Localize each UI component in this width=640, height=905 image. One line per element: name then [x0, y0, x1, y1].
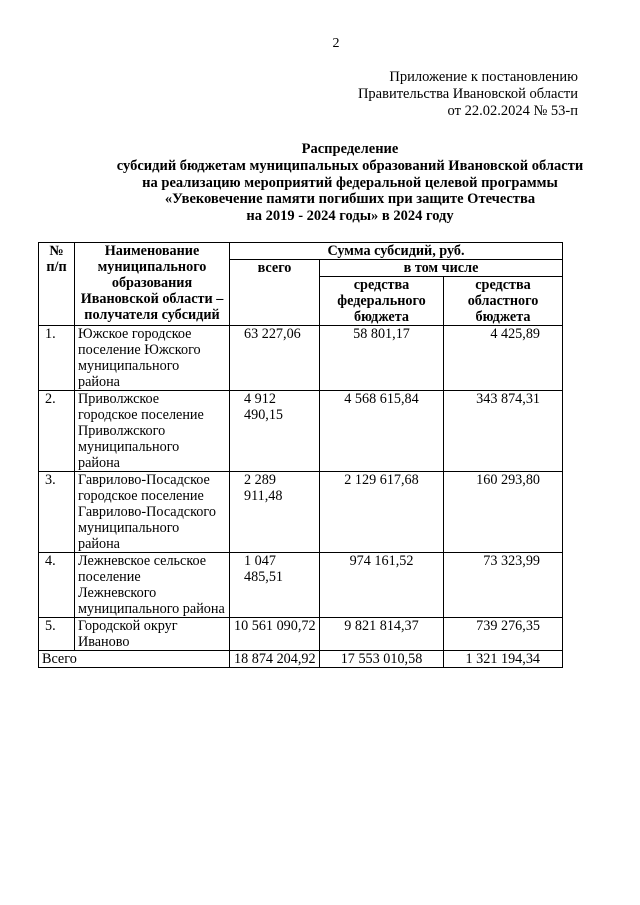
row-federal: 4 568 615,84 — [320, 391, 444, 472]
appendix-header — [358, 69, 578, 120]
summary-federal: 17 553 010,58 — [320, 651, 444, 668]
row-name: Городской округ Иваново — [75, 618, 230, 651]
row-name: Гаврилово-Посадское городское поселение Гаврилово-Посадского муниципального района — [75, 472, 230, 553]
row-total: 4 912 490,15 — [230, 391, 320, 472]
document-title — [40, 141, 640, 225]
row-name: Южское городское поселение Южского муниципального района — [75, 326, 230, 391]
row-regional: 343 874,31 — [444, 391, 563, 472]
title-line: на 2019 - 2024 годы» в 2024 году — [246, 208, 454, 225]
row-num: 3. — [39, 472, 75, 553]
row-num: 1. — [39, 326, 75, 391]
row-federal: 2 129 617,68 — [320, 472, 444, 553]
row-total: 10 561 090,72 — [230, 618, 320, 651]
title-line: «Увековечение памяти погибших при защите Отечества — [164, 191, 536, 208]
row-regional: 4 425,89 — [444, 326, 563, 391]
header-regional: средства областного бюджета — [444, 277, 563, 326]
row-name: Лежневское сельское поселение Лежневского муниципального района — [75, 553, 230, 618]
appendix-line: от 22.02.2024 № 53-п — [447, 103, 578, 119]
header-name: Наименование муниципального образования Ивановской области – получателя субсидий — [75, 243, 230, 326]
header-total: всего — [230, 260, 320, 326]
summary-label: Всего — [39, 651, 230, 668]
row-total: 1 047 485,51 — [230, 553, 320, 618]
row-name: Приволжское городское поселение Приволжского муниципального района — [75, 391, 230, 472]
summary-regional: 1 321 194,34 — [444, 651, 563, 668]
row-num: 5. — [39, 618, 75, 651]
row-num: 2. — [39, 391, 75, 472]
row-federal: 58 801,17 — [320, 326, 444, 391]
header-federal: средства федерального бюджета — [320, 277, 444, 326]
appendix-line: Правительства Ивановской области — [357, 86, 578, 102]
row-federal: 9 821 814,37 — [320, 618, 444, 651]
header-row — [39, 243, 563, 260]
summary-row — [39, 651, 563, 668]
header-including: в том числе — [320, 260, 563, 277]
title-line: на реализацию мероприятий федеральной целевой программы — [142, 174, 558, 191]
table-row — [39, 391, 563, 472]
header-num: № п/п — [39, 243, 75, 326]
title-line: субсидий бюджетам муниципальных образований Ивановской области — [116, 157, 584, 174]
table-row — [39, 326, 563, 391]
row-regional: 73 323,99 — [444, 553, 563, 618]
row-total: 63 227,06 — [230, 326, 320, 391]
row-federal: 974 161,52 — [320, 553, 444, 618]
subsidies-table — [38, 242, 563, 668]
summary-total: 18 874 204,92 — [230, 651, 320, 668]
table-row — [39, 553, 563, 618]
header-sum: Сумма субсидий, руб. — [230, 243, 563, 260]
page-number: 2 — [332, 36, 340, 51]
row-regional: 739 276,35 — [444, 618, 563, 651]
table-row — [39, 618, 563, 651]
row-total: 2 289 911,48 — [230, 472, 320, 553]
row-regional: 160 293,80 — [444, 472, 563, 553]
appendix-line: Приложение к постановлению — [389, 69, 578, 85]
table-row — [39, 472, 563, 553]
title-line: Распределение — [301, 141, 399, 157]
row-num: 4. — [39, 553, 75, 618]
